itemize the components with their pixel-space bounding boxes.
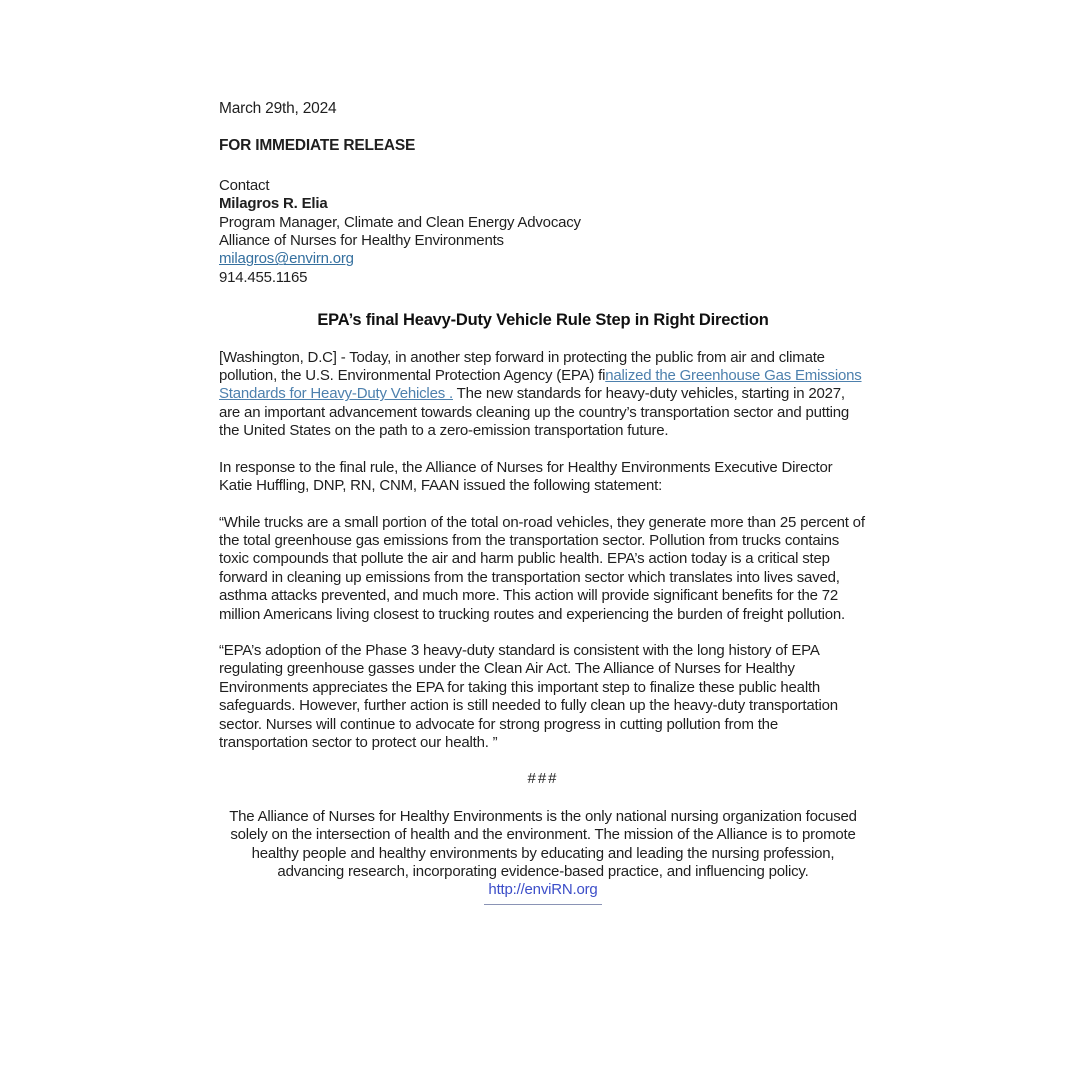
contact-role: Program Manager, Climate and Clean Energy Advocacy	[219, 213, 581, 231]
headline: EPA’s final Heavy-Duty Vehicle Rule Step in Right Direction	[317, 311, 769, 330]
paragraph-statement-2: “EPA’s adoption of the Phase 3 heavy-duty standard is consistent with the long history of EPA regulating greenhouse gasses under the Clean Air Act. The Alliance of Nurses for Healthy Environments appreciates the EPA for taking this important step to finalize these public health safeguards. However, further action is still needed to fully clean up the heavy-duty transportation sector. Nurses will continue to advocate for strong progress in cutting pollution from the transportation sector to protect our health. ”	[219, 641, 838, 751]
end-marker: ###	[527, 770, 559, 788]
paragraph-statement-1: “While trucks are a small portion of the total on-road vehicles, they generate more than 25 percent of the total greenhouse gas emissions from the transportation sector. Pollution from trucks contains toxic compounds that pollute the air and harm public health. EPA’s action today is a critical step forward in cleaning up emissions from the transportation sector which translates into lives saved, asthma attacks prevented, and much more. This action will provide significant benefits for the 72 million Americans living closest to trucking routes and experiencing the burden of freight pollution.	[219, 513, 865, 623]
contact-name: Milagros R. Elia	[219, 195, 328, 213]
footer-link-underline	[484, 904, 602, 905]
release-label: FOR IMMEDIATE RELEASE	[219, 137, 416, 155]
lede-text-after-link: The new standards for heavy-duty vehicles, starting in 2027, are an important advancement towards cleaning up the country’s transportation sector and putting the United States on the path to a zero-emission transportation future.	[219, 385, 850, 440]
paragraph-response: In response to the final rule, the Alliance of Nurses for Healthy Environments Executive Director Katie Huffling, DNP, RN, CNM, FAAN issued the following statement:	[219, 458, 833, 495]
lede-text-before-link: [Washington, D.C] - Today, in another step forward in protecting the public from air and climate pollution, the U.S. Environmental Protection Agency (EPA) fi	[219, 348, 825, 385]
contact-phone: 914.455.1165	[219, 268, 308, 286]
paragraph-lede	[219, 349, 867, 441]
date-line: March 29th, 2024	[219, 100, 337, 117]
contact-email-link[interactable]: milagros@envirn.org	[219, 250, 354, 268]
envirn-website-link[interactable]: http://enviRN.org	[488, 881, 598, 899]
contact-heading: Contact	[219, 176, 270, 194]
press-release-content	[219, 100, 867, 905]
contact-organization: Alliance of Nurses for Healthy Environments	[219, 232, 504, 250]
contact-block	[219, 177, 867, 287]
footer-link-row	[219, 881, 867, 899]
greenhouse-gas-standards-link[interactable]: nalized the Greenhouse Gas Emissions Standards for Heavy-Duty Vehicles .	[219, 367, 862, 403]
boilerplate-paragraph: The Alliance of Nurses for Healthy Environments is the only national nursing organization focused solely on the intersection of health and the environment. The mission of the Alliance is to promote healthy people and healthy environments by educating and leading the nursing profession, advancing research, incorporating evidence-based practice, and influencing policy.	[229, 807, 857, 880]
